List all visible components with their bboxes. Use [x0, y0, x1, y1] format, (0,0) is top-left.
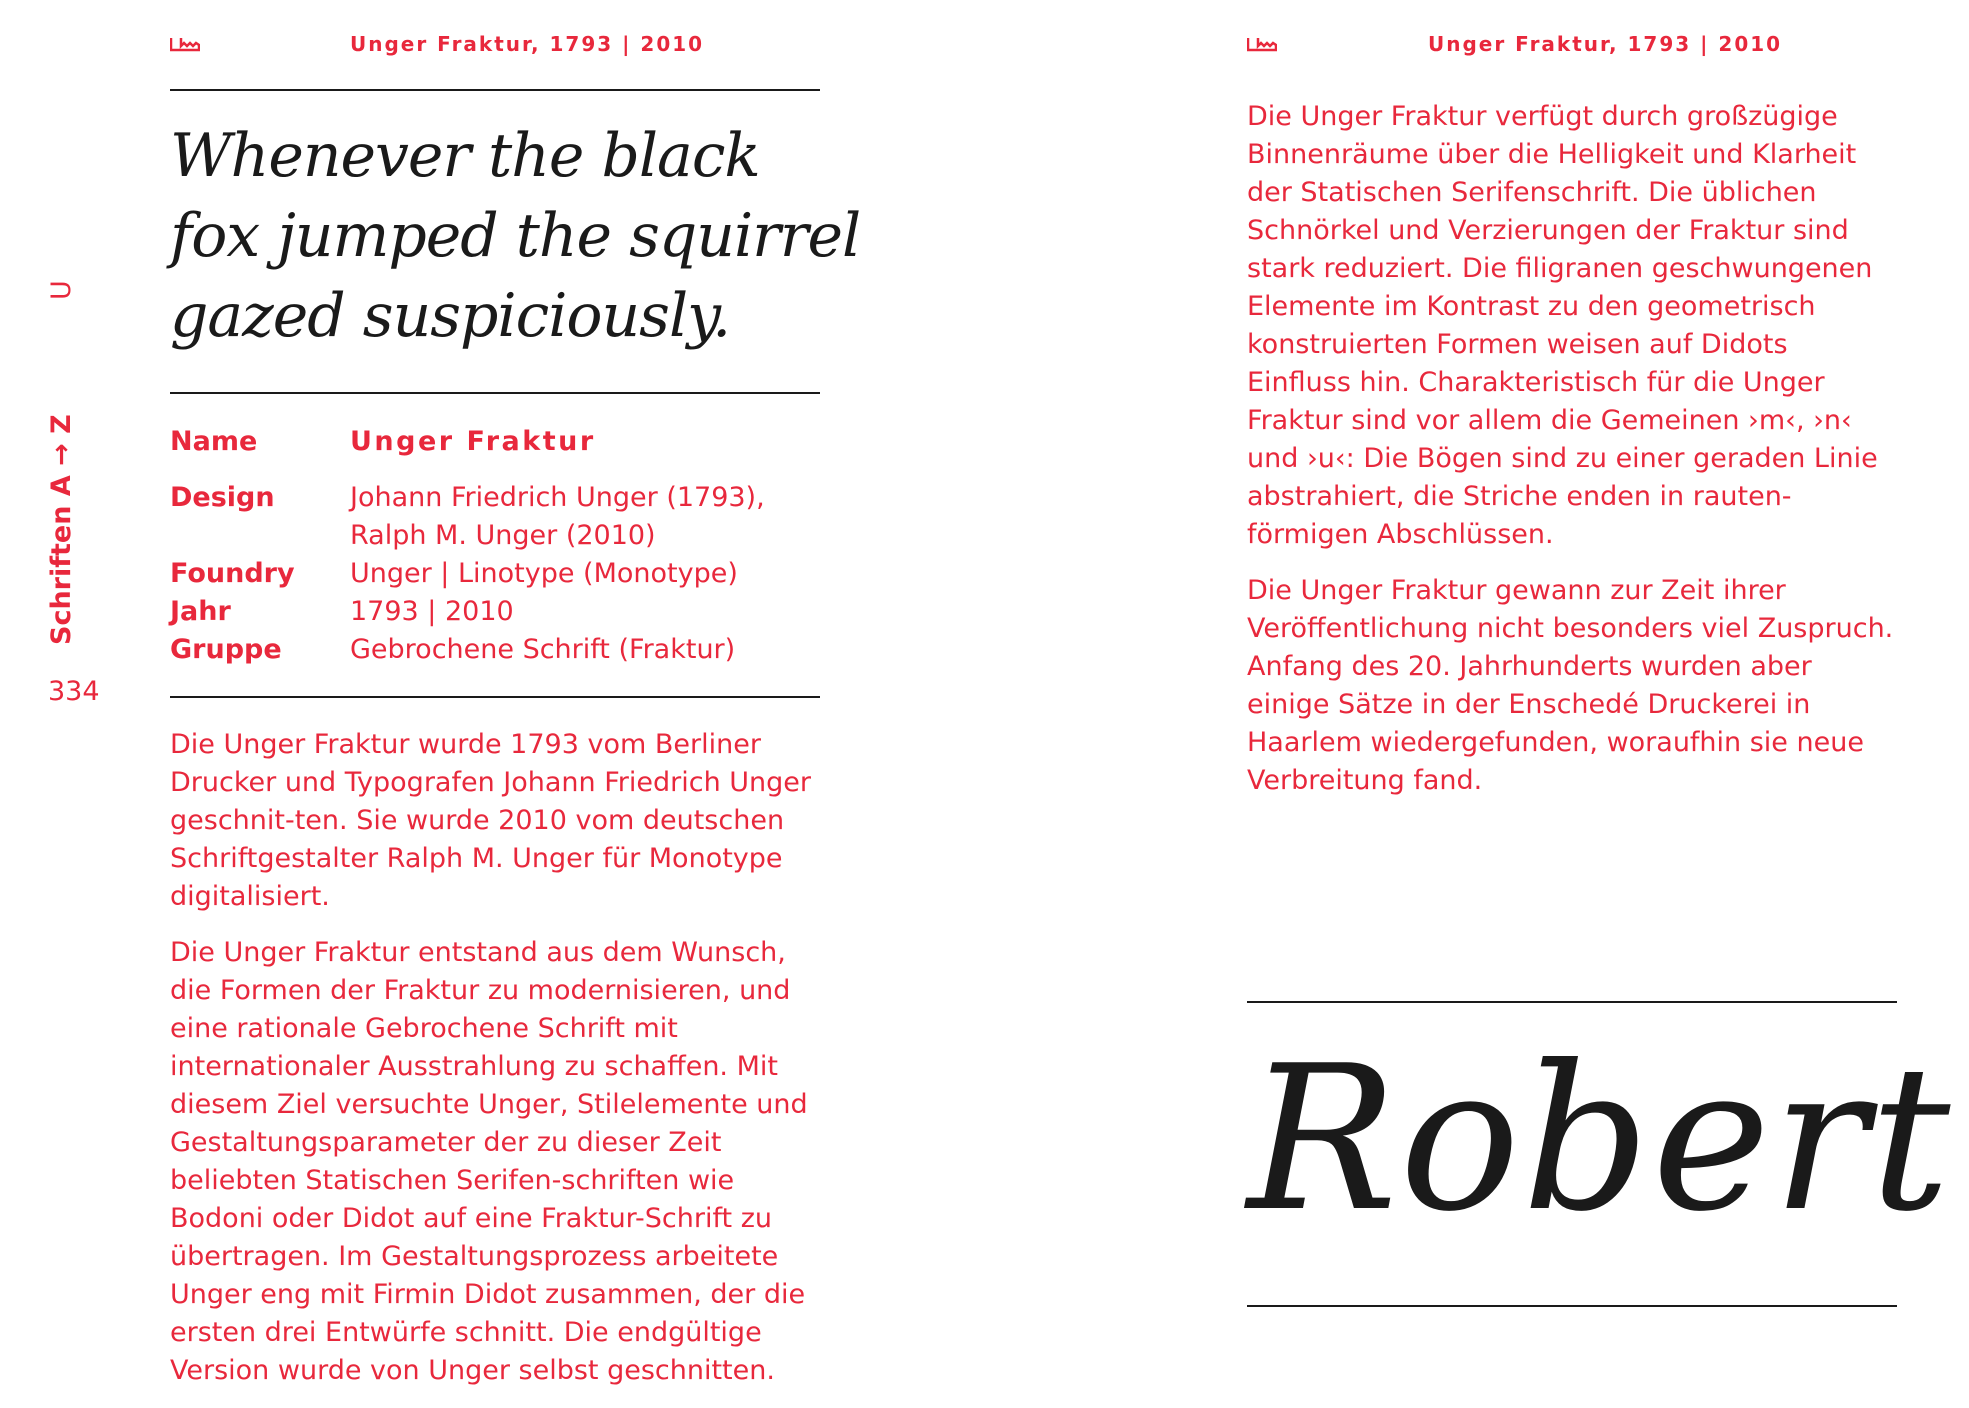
specimen-rule [170, 392, 820, 394]
meta-value: Unger Fraktur [350, 426, 596, 457]
side-section-label: Schriften A → Z [46, 414, 77, 645]
specimen-top-rule [1247, 1001, 1897, 1003]
specimen-line: Whenever the black [170, 121, 760, 191]
side-letter: U [46, 280, 77, 300]
meta-value: Ralph M. Unger (2010) [350, 520, 656, 551]
body-text [170, 726, 825, 1408]
meta-key: Jahr [170, 596, 231, 627]
header-title: Unger Fraktur, 1793 | 2010 [1428, 32, 1783, 56]
body-paragraph: Die Unger Fraktur verfügt durch großzügige Binnenräume über die Helligkeit und Klarheit der Statischen Serifenschrift. Die üblichen Schnörkel und Verzierungen der Fraktur sind stark reduziert. Die filigranen geschwungenen Elemente im Kontrast zu den geometrisch konstruierten Formen weisen auf Didots Einfluss hin. Charakteristisch für die Unger Fraktur sind vor allem die Gemeinen ›m‹, ›n‹ und ›u‹: Die Bögen sind zu einer geraden Linie abstrahiert, die Striche enden in rauten-förmigen Abschlüssen. [1247, 101, 1878, 550]
meta-value: Johann Friedrich Unger (1793), [350, 482, 765, 513]
large-specimen-word: Robert [1247, 1023, 1953, 1256]
meta-key: Gruppe [170, 634, 282, 665]
body-paragraph: Die Unger Fraktur gewann zur Zeit ihrer Veröffentlichung nicht besonders viel Zuspruch. Anfang des 20. Jahrhunderts wurden aber einige Sätze in der Enschedé Druckerei in Haarlem wiedergefunden, woraufhin sie neue Verbreitung fand. [1247, 575, 1894, 796]
body-text [1247, 98, 1897, 818]
meta-rule [170, 696, 820, 698]
specimen-line: fox jumped the squirrel [170, 201, 861, 271]
header-title: Unger Fraktur, 1793 | 2010 [350, 32, 705, 56]
meta-value: Gebrochene Schrift (Fraktur) [350, 634, 736, 665]
unger-logo-icon [1247, 36, 1277, 54]
specimen-bottom-rule [1247, 1305, 1897, 1307]
top-rule [170, 89, 820, 91]
type-specimen [170, 116, 860, 356]
body-paragraph: Die Unger Fraktur wurde 1793 vom Berliner Drucker und Typografen Johann Friedrich Unger geschnit-ten. Sie wurde 2010 vom deutschen Schriftgestalter Ralph M. Unger für Monotype digitalisiert. [170, 729, 812, 912]
meta-value: 1793 | 2010 [350, 596, 514, 627]
meta-key: Foundry [170, 558, 295, 589]
meta-value: Unger | Linotype (Monotype) [350, 558, 738, 589]
page-number: 334 [48, 676, 100, 707]
meta-key: Name [170, 426, 258, 457]
meta-table [170, 423, 820, 683]
specimen-line: gazed suspiciously. [170, 281, 731, 351]
meta-key: Design [170, 482, 275, 513]
unger-logo-icon [170, 36, 200, 54]
body-paragraph: Die Unger Fraktur entstand aus dem Wunsch, die Formen der Fraktur zu modernisieren, und eine rationale Gebrochene Schrift mit internationaler Ausstrahlung zu schaffen. Mit diesem Ziel versuchte Unger, Stilelemente und Gestaltungsparameter der zu dieser Zeit beliebten Statischen Serifen-schriften wie Bodoni oder Didot auf eine Fraktur-Schrift zu übertragen. Im Gestaltungsprozess arbeitete Unger eng mit Firmin Didot zusammen, der die ersten drei Entwürfe schnitt. Die endgültige Version wurde von Unger selbst geschnitten. [170, 937, 808, 1386]
